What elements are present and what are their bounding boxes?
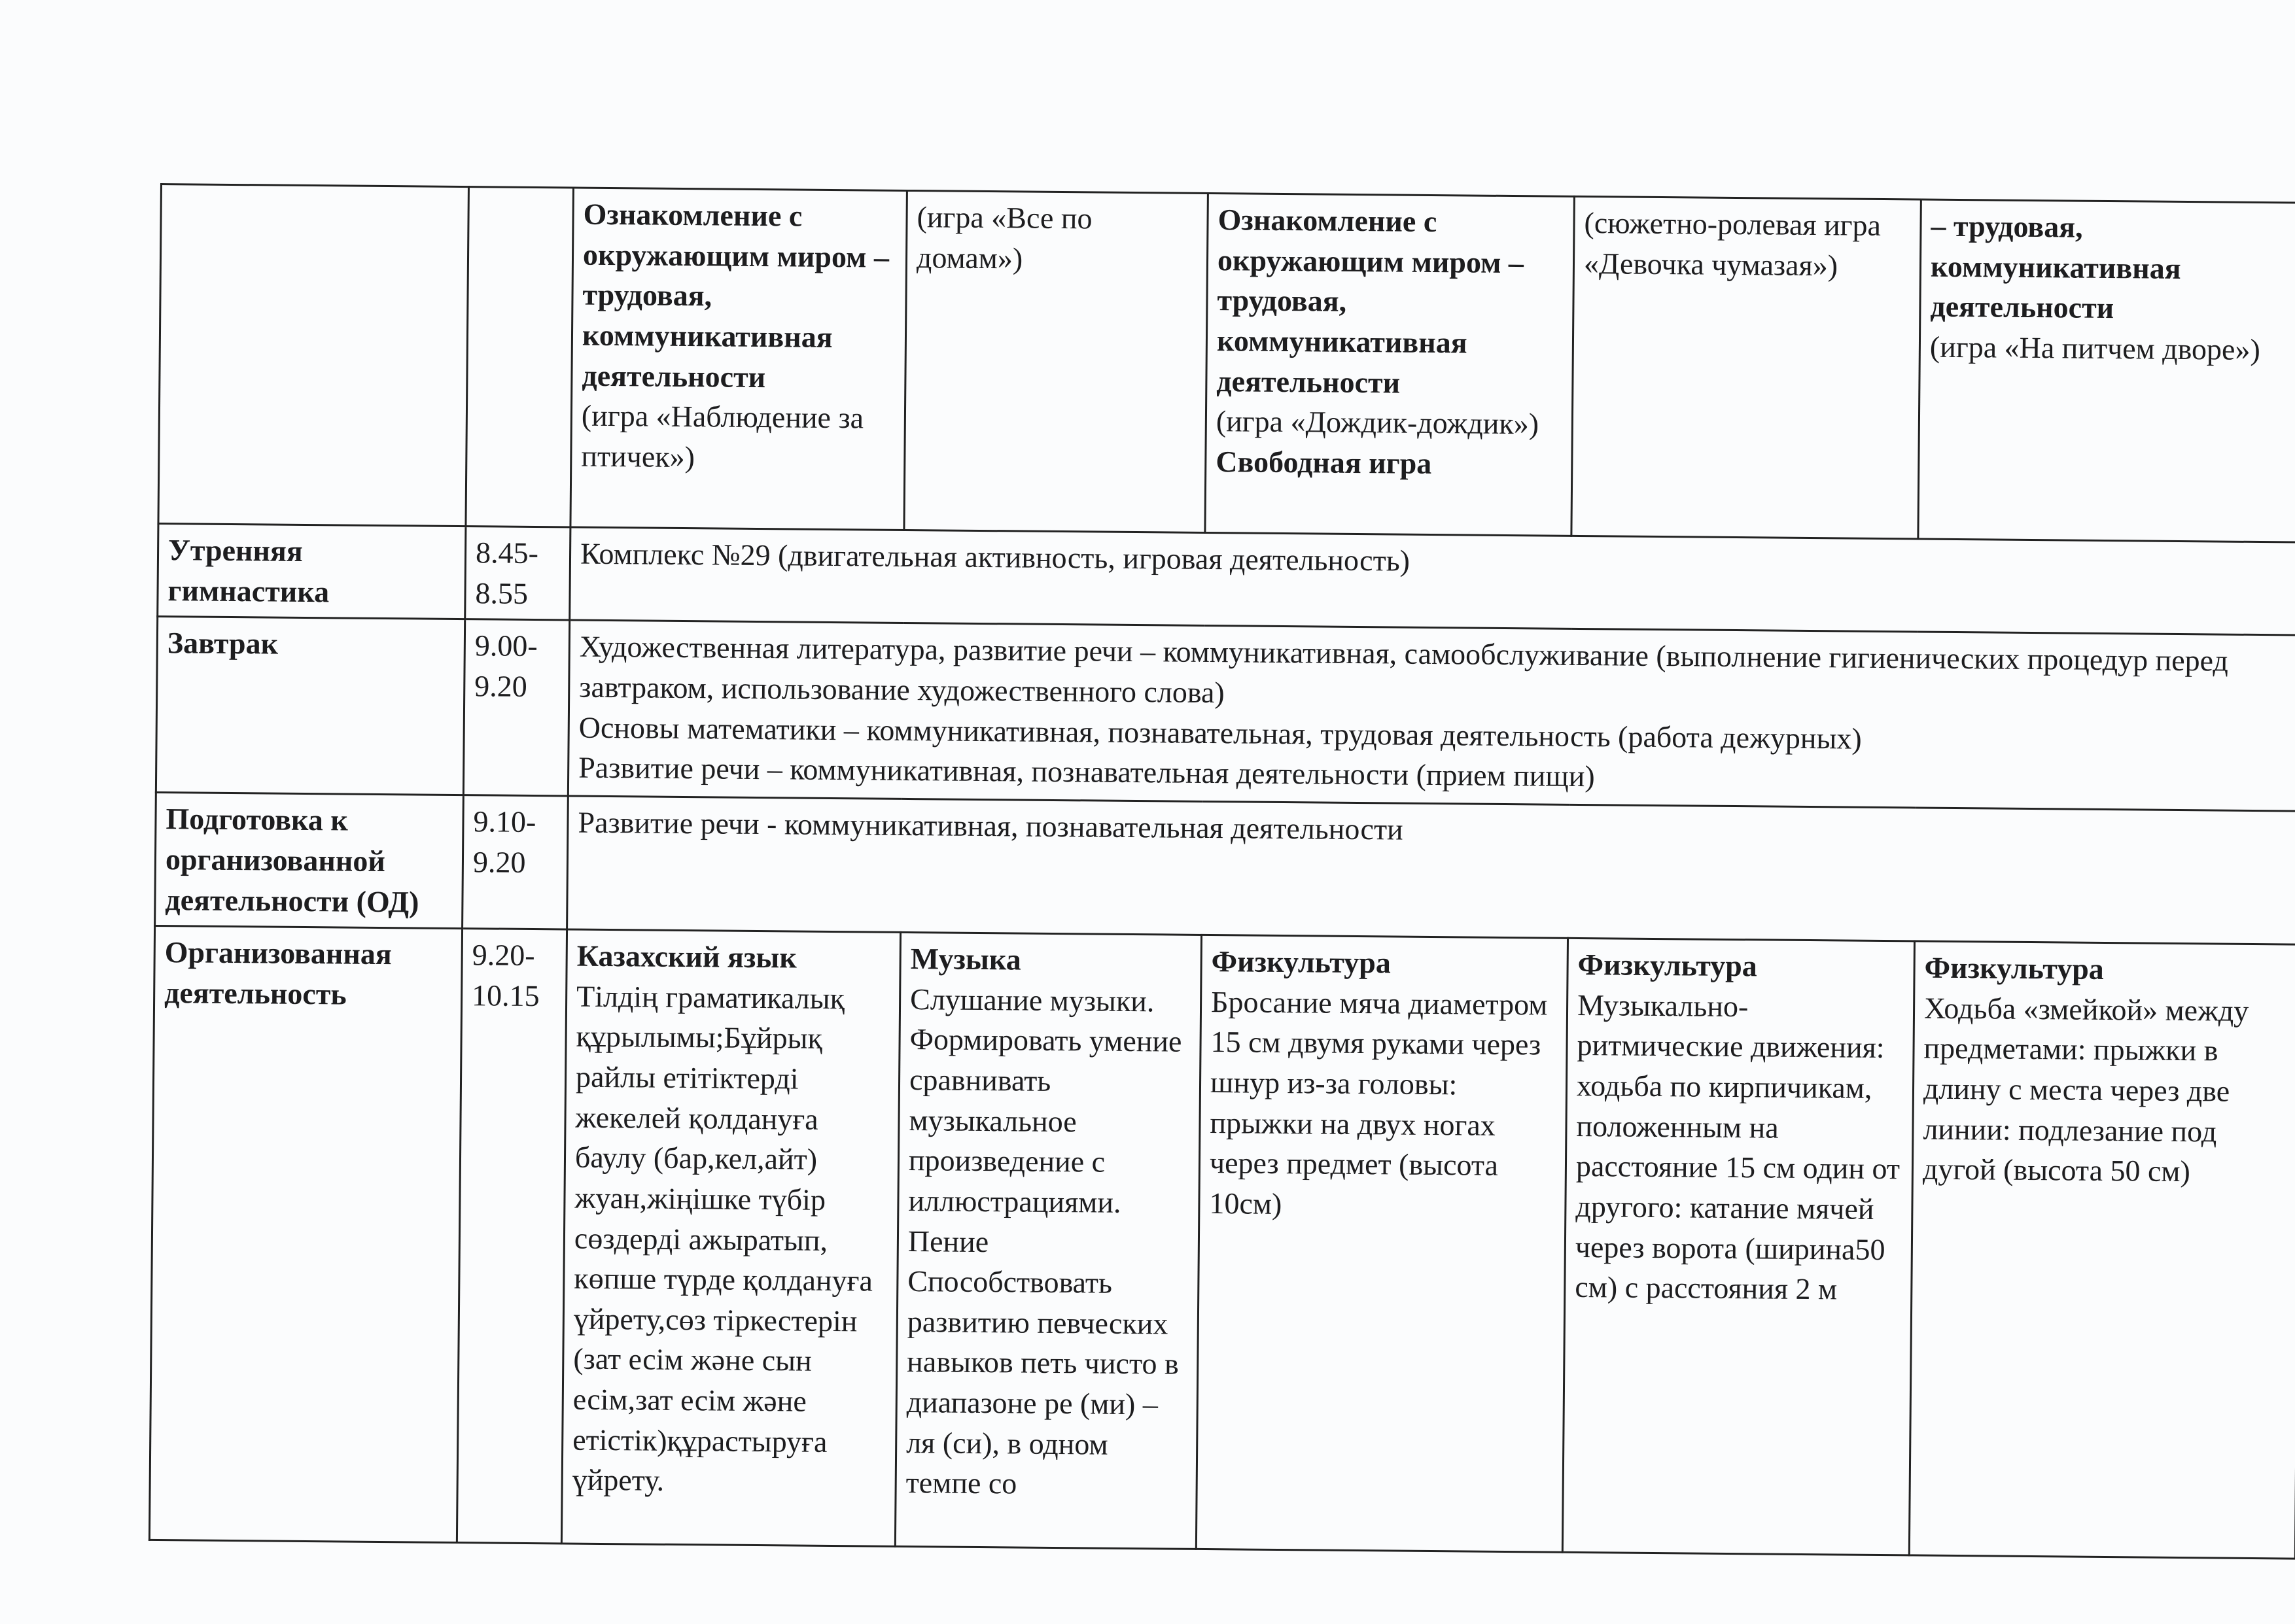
activity-title: Физкультура (1577, 948, 1758, 983)
cell-text: (игра «Дождик-дождик») (1216, 404, 1539, 441)
monday-cell (570, 188, 907, 530)
activity-cell (561, 929, 900, 1546)
cell-text: (игра «Наблюдение за птичек») (581, 398, 864, 474)
activity-title: Физкультура (1211, 944, 1392, 980)
row-time: 8.45-8.55 (465, 527, 570, 621)
row-content (568, 620, 2295, 811)
row-text: Комплекс №29 (двигательная активность, игровая деятельность) (570, 527, 2295, 635)
thursday-cell (1571, 196, 1921, 539)
activity-text: Тілдің граматикалық құрылымы;Бұйрық райлы етітіктерді жекелей қолдануға баулу (бар,кел,айт) жуан,жіңішке түбір сөздерді ажыратып, көпше түрде қолдануға үйрету,сөз тіркестерін (зат есім және сын есім,зат есім және етістік)құрастыруға үйрету. (572, 979, 873, 1498)
row-text: Развитие речи - коммуникативная, познавательная деятельности (567, 796, 2295, 944)
activity-title: Физкультура (1924, 950, 2105, 986)
row-time: 9.00-9.20 (463, 619, 569, 796)
wednesday-cell (1205, 193, 1575, 536)
activity-text: Музыкально-ритмические движения: ходьба по кирпичикам, положенным на расстояние 15 см один от другого: катание мячей через ворота (ширина50 см) с расстояния 2 м (1575, 988, 1901, 1306)
row-time: 9.10-9.20 (463, 795, 569, 929)
cell-text: (сюжетно-ролевая игра «Девочка чумазая») (1583, 205, 1882, 283)
tuesday-cell (904, 190, 1208, 532)
table-row-preparation (155, 793, 2295, 944)
daily-plan-table (149, 183, 2295, 1560)
activity-title: Музыка (910, 942, 1021, 976)
row-text-line: Основы математики – коммуникативная, познавательная, трудовая деятельность (работа дежурных) (578, 710, 1862, 755)
activity-cell (1562, 938, 1914, 1555)
row-label: Организованная деятельность (149, 926, 462, 1543)
activity-text: Ходьба «змейкой» между предметами: прыжки в длину с места через две линии: подлезание под дугой (высота 50 см) (1922, 991, 2249, 1188)
empty-time-cell (466, 187, 574, 527)
table-row-organized-activity (149, 926, 2295, 1559)
row-label: Завтрак (156, 617, 464, 795)
friday-cell (1918, 199, 2295, 542)
empty-label-cell (158, 184, 469, 527)
activity-cell (895, 933, 1201, 1549)
row-label: Подготовка к организованной деятельности (ОД) (155, 793, 464, 929)
cell-title: – трудовая, коммуникативная деятельности (1930, 209, 2181, 325)
cell-title: Ознакомление с окружающим миром – трудовая, коммуникативная деятельности (582, 197, 890, 394)
table-row-breakfast (156, 617, 2295, 812)
row-time: 9.20-10.15 (457, 929, 567, 1544)
activity-text: Слушание музыки. Формировать умение сравнивать музыкальное произведение с иллюстрациями. Пение Способствовать развитию певческих навыков петь чисто в диапазоне ре (ми) – ля (си), в одном темпе со (905, 982, 1182, 1500)
activity-text: Бросание мяча диаметром 15 см двумя руками через шнур из-за головы: прыжки на двух ногах через предмет (высота 10см) (1209, 984, 1548, 1220)
activity-cell (1196, 935, 1568, 1553)
cell-text: (игра «Все по домам») (916, 200, 1093, 275)
cell-extra: Свободная игра (1216, 444, 1432, 480)
cell-text: (игра «На питчем дворе») (1929, 330, 2261, 366)
row-label: Утренняя гимнастика (158, 523, 466, 619)
table-row-gym (158, 523, 2295, 635)
row-text-line: Развитие речи – коммуникативная, познавательная деятельности (прием пищи) (578, 750, 1595, 793)
cell-title: Ознакомление с окружающим миром – трудовая, коммуникативная деятельности (1216, 203, 1524, 400)
table-row-continuation (158, 184, 2295, 543)
activity-title: Казахский язык (576, 939, 797, 975)
row-text-line: Художественная литература, развитие речи – коммуникативная, самообслуживание (выполнение гигиенических процедур перед завтраком, использование художественного слова) (579, 629, 2229, 710)
activity-cell (1909, 941, 2295, 1559)
